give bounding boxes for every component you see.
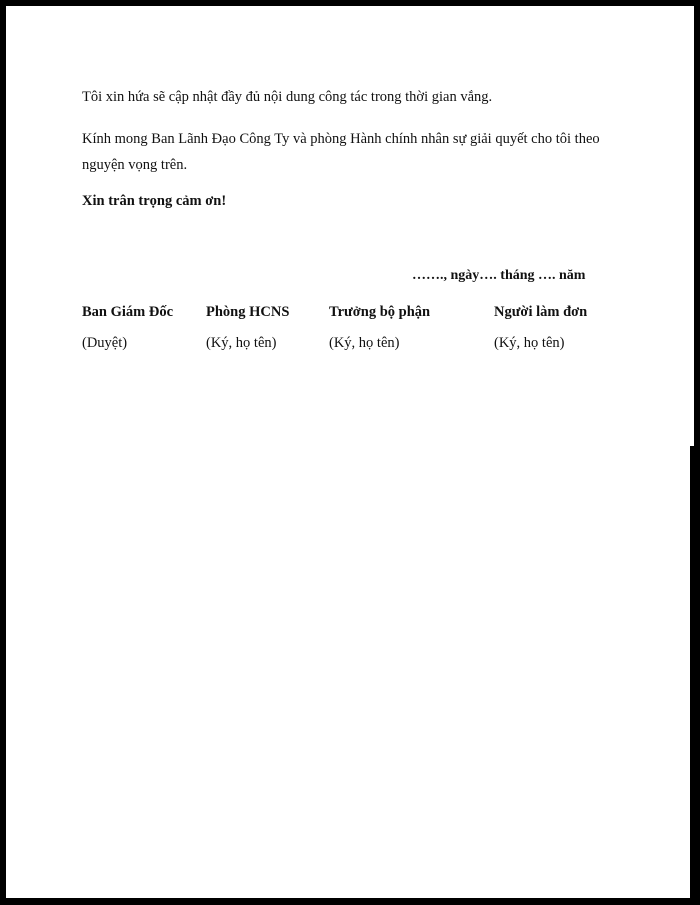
signature-role: Người làm đơn: [494, 304, 588, 320]
commitment-paragraph: Tôi xin hứa sẽ cập nhật đầy đủ nội dung công tác trong thời gian vắng.: [82, 89, 493, 105]
signature-note: (Ký, họ tên): [494, 335, 565, 351]
signature-note: (Duyệt): [82, 335, 128, 351]
signature-block-applicant: [494, 301, 587, 354]
signature-note: (Ký, họ tên): [329, 335, 400, 351]
signature-role: Ban Giám Đốc: [82, 304, 174, 320]
signature-block-board: [82, 301, 173, 354]
request-paragraph: Kính mong Ban Lãnh Đạo Công Ty và phòng Hành chính nhân sự giải quyết cho tôi theo nguyện vọng trên.: [82, 131, 600, 173]
signature-block-hr: [206, 301, 289, 354]
document-page: [6, 6, 690, 898]
signature-note: (Ký, họ tên): [206, 335, 277, 351]
thanks-line: Xin trân trọng cảm ơn!: [82, 193, 227, 209]
signature-block-dept-head: [329, 301, 430, 354]
signature-role: Phòng HCNS: [206, 304, 290, 320]
date-line: ……., ngày…. tháng …. năm: [412, 268, 586, 283]
page-edge: [690, 6, 694, 446]
signature-role: Trưởng bộ phận: [329, 304, 431, 320]
